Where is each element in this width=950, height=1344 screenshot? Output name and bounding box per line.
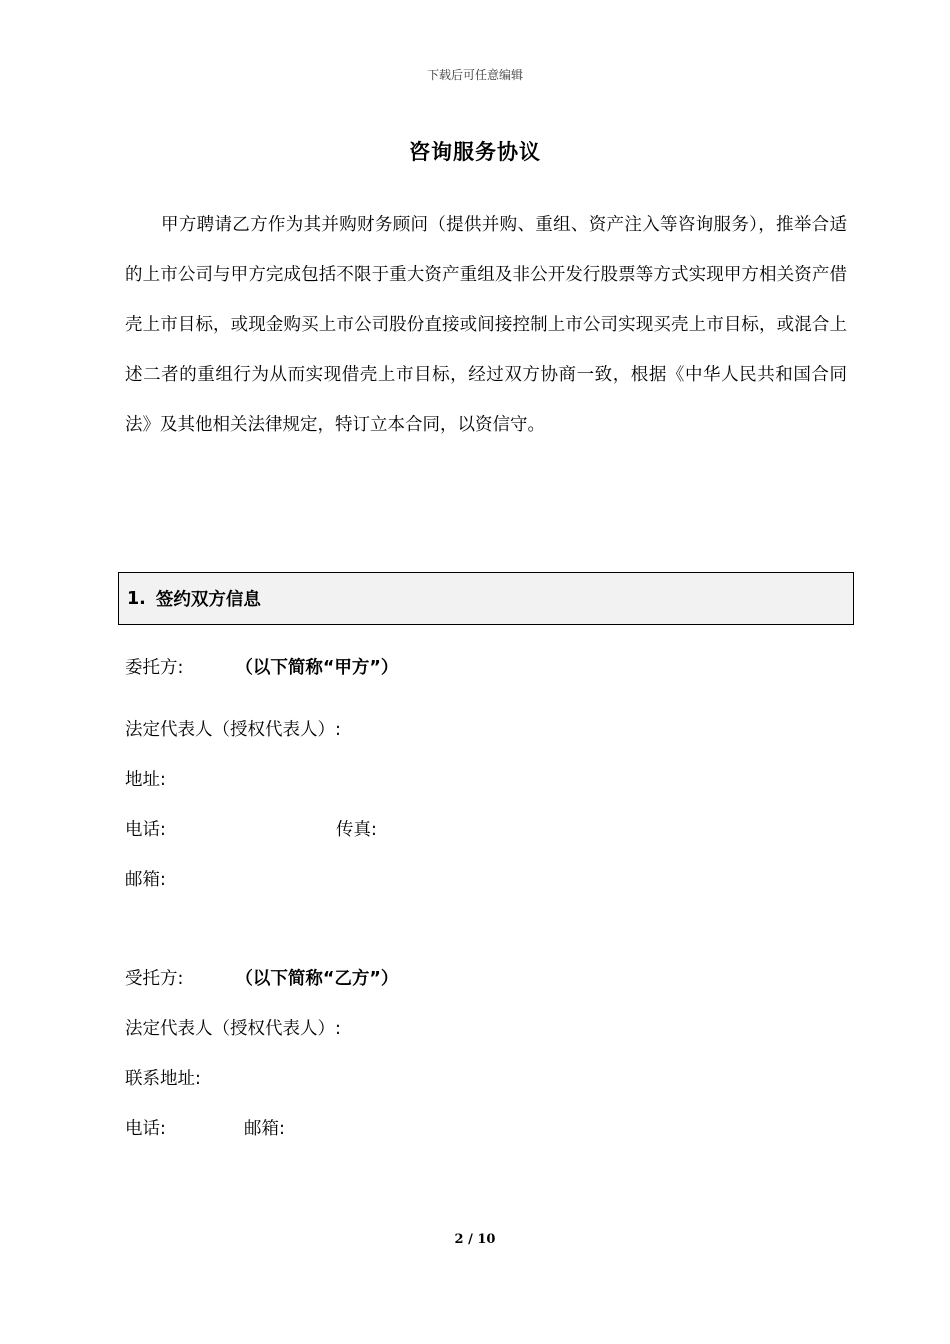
- party-b-contact-line: [125, 1115, 425, 1140]
- document-title: 咨询服务协议: [409, 140, 541, 164]
- party-a-line: [125, 654, 398, 679]
- party-a-contact-line: [125, 816, 525, 841]
- party-b-phone: 电话:: [125, 1119, 166, 1139]
- party-b-alias: （以下简称“乙方”）: [235, 969, 399, 989]
- party-a-fax: 传真:: [336, 820, 377, 840]
- header-note: 下载后可任意编辑: [426, 68, 523, 82]
- party-a-alias: （以下简称“甲方”）: [235, 658, 399, 678]
- party-a-address: 地址:: [125, 770, 166, 790]
- party-b-label: 受托方:: [125, 969, 184, 989]
- party-a-label: 委托方:: [125, 658, 184, 678]
- party-b-rep: 法定代表人（授权代表人）:: [125, 1019, 341, 1039]
- section-number: 1.: [127, 588, 146, 609]
- section-title: 签约双方信息: [155, 590, 261, 610]
- party-b-address: 联系地址:: [125, 1069, 201, 1089]
- intro-paragraph: 甲方聘请乙方作为其并购财务顾问（提供并购、重组、资产注入等咨询服务），推举合适的上市公司与甲方完成包括不限于重大资产重组及非公开发行股票等方式实现甲方相关资产借壳上市目标，或现金购买上市公司股份直接或间接控制上市公司实现买壳上市目标，或混合上述二者的重组行为从而实现借壳上市目标，经过双方协商一致，根据《中华人民共和国合同法》及其他相关法律规定，特订立本合同，以资信守。: [125, 215, 847, 435]
- page-number: 2 / 10: [454, 1232, 496, 1247]
- party-b-line: [125, 965, 398, 990]
- party-a-email: 邮箱:: [125, 870, 166, 890]
- party-a-rep: 法定代表人（授权代表人）:: [125, 720, 341, 740]
- party-b-email: 邮箱:: [244, 1119, 285, 1139]
- section-heading-parties: [118, 572, 854, 625]
- party-a-phone: 电话:: [125, 820, 166, 840]
